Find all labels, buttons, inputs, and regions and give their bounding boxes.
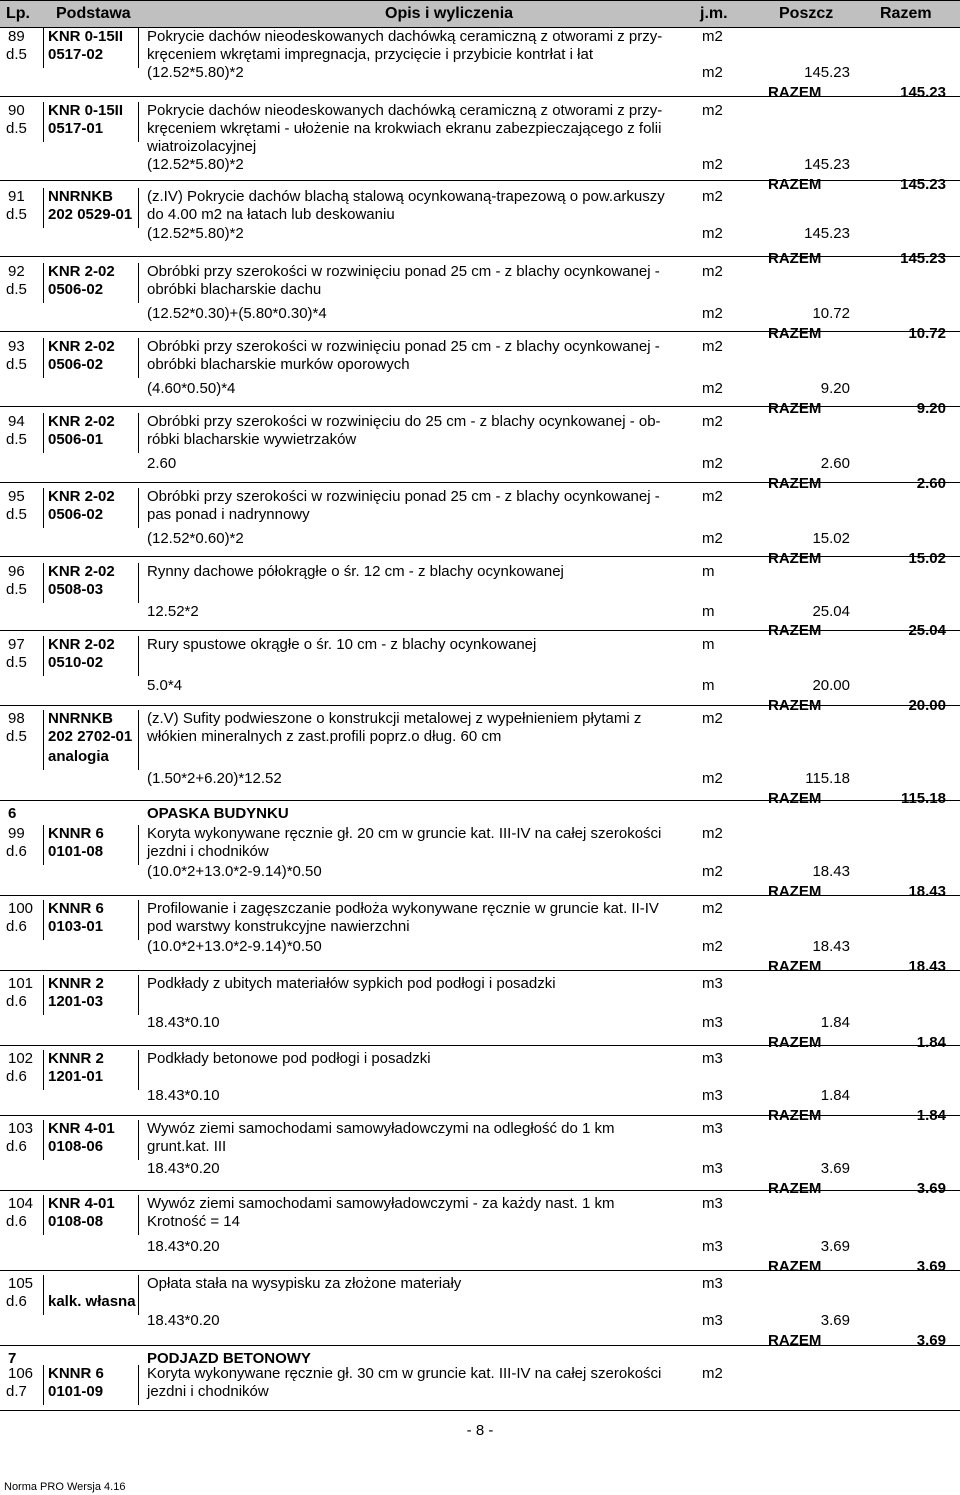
description-line: Krotność = 14 (147, 1213, 240, 1230)
position-number: 93 (8, 338, 25, 355)
unit: m2 (702, 188, 723, 205)
formula: (1.50*2+6.20)*12.52 (147, 770, 282, 787)
position-number: 89 (8, 28, 25, 45)
formula: (12.52*0.60)*2 (147, 530, 244, 547)
partial-value: 115.18 (805, 770, 850, 787)
position-number: 105 (8, 1275, 34, 1292)
position-number: 95 (8, 488, 25, 505)
description-line: Podkłady z ubitych materiałów sypkich pod podłogi i posadzki (147, 975, 556, 992)
formula: (10.0*2+13.0*2-9.14)*0.50 (147, 863, 322, 880)
description-line: (z.IV) Pokrycie dachów blachą stalową ocynkowaną-trapezową o pow.arkuszy (147, 188, 665, 205)
unit: m (702, 636, 715, 653)
description-line: Wywóz ziemi samochodami samowyładowczymi - za każdy nast. 1 km (147, 1195, 615, 1212)
position-department: d.6 (6, 1213, 27, 1230)
basis-catalog: KNR 0-15II (48, 28, 124, 45)
position-department: d.5 (6, 654, 27, 671)
formula: (12.52*5.80)*2 (147, 225, 244, 242)
position-department: d.5 (6, 431, 27, 448)
partial-value: 145.23 (804, 64, 850, 81)
razem-value: 1.84 (916, 1107, 946, 1124)
partial-value: 2.60 (820, 455, 850, 472)
razem-value: 10.72 (908, 325, 946, 342)
razem-label: RAZEM (768, 697, 822, 714)
razem-value: 9.20 (916, 400, 946, 417)
razem-label: RAZEM (768, 1258, 822, 1275)
unit: m3 (702, 1195, 723, 1212)
header-podstawa: Podstawa (56, 5, 131, 22)
razem-label: RAZEM (768, 790, 822, 807)
formula-unit: m3 (702, 1014, 723, 1031)
position-number: 100 (8, 900, 34, 917)
position-department: d.5 (6, 46, 27, 63)
unit: m2 (702, 338, 723, 355)
basis-catalog: NNRNKB (48, 188, 113, 205)
formula: 18.43*0.20 (147, 1312, 220, 1329)
partial-value: 145.23 (804, 156, 850, 173)
partial-value: 18.43 (812, 863, 850, 880)
formula: (12.52*0.30)+(5.80*0.30)*4 (147, 305, 327, 322)
column-divider (138, 1195, 139, 1235)
description-line: (z.V) Sufity podwieszone o konstrukcji metalowej z wypełnieniem płytami z (147, 710, 642, 727)
row-separator (0, 1115, 960, 1116)
position-department: d.7 (6, 1383, 27, 1400)
basis-catalog: KNNR 6 (48, 1365, 104, 1382)
table-bottom-border (0, 1410, 960, 1411)
basis-catalog: KNNR 2 (48, 1050, 104, 1067)
page-number: - 8 - (466, 1422, 494, 1439)
partial-value: 25.04 (812, 603, 850, 620)
razem-value: 18.43 (908, 883, 946, 900)
formula: (10.0*2+13.0*2-9.14)*0.50 (147, 938, 322, 955)
column-divider (43, 1050, 44, 1090)
razem-label: RAZEM (768, 1107, 822, 1124)
description-line: Koryta wykonywane ręcznie gł. 20 cm w gruncie kat. III-IV na całej szerokości (147, 825, 662, 842)
row-separator (0, 96, 960, 97)
position-department: d.6 (6, 1293, 27, 1310)
formula: (12.52*5.80)*2 (147, 64, 244, 81)
razem-value: 145.23 (900, 84, 946, 101)
column-divider (43, 1275, 44, 1315)
formula-unit: m3 (702, 1087, 723, 1104)
row-separator (0, 482, 960, 483)
description-line: Opłata stała na wysypisku za złożone materiały (147, 1275, 462, 1292)
basis-code: 0510-02 (48, 654, 104, 671)
position-department: d.6 (6, 1068, 27, 1085)
description-line: obróbki blacharskie dachu (147, 281, 322, 298)
position-number: 106 (8, 1365, 34, 1382)
header-opis: Opis i wyliczenia (385, 5, 514, 22)
basis-catalog: KNR 0-15II (48, 102, 124, 119)
column-divider (138, 563, 139, 603)
unit: m3 (702, 975, 723, 992)
basis-code: 0508-03 (48, 581, 104, 598)
formula: 18.43*0.20 (147, 1238, 220, 1255)
column-divider (138, 338, 139, 378)
description-line: Wywóz ziemi samochodami samowyładowczymi na odległość do 1 km (147, 1120, 615, 1137)
header-jm: j.m. (700, 5, 728, 22)
partial-value: 20.00 (812, 677, 850, 694)
basis-note: analogia (48, 748, 109, 765)
position-number: 96 (8, 563, 25, 580)
basis-catalog: KNR 4-01 (48, 1195, 115, 1212)
unit: m2 (702, 488, 723, 505)
description-line: Rury spustowe okrągłe o śr. 10 cm - z blachy ocynkowanej (147, 636, 537, 653)
basis-catalog: KNR 2-02 (48, 413, 115, 430)
razem-label: RAZEM (768, 400, 822, 417)
razem-value: 115.18 (900, 790, 946, 807)
formula-unit: m2 (702, 530, 723, 547)
row-separator (0, 1270, 960, 1271)
basis-code: 0517-02 (48, 46, 104, 63)
formula: (12.52*5.80)*2 (147, 156, 244, 173)
description-line: róbki blacharskie wywietrzaków (147, 431, 357, 448)
basis-code: 202 0529-01 (48, 206, 133, 223)
formula-unit: m2 (702, 938, 723, 955)
description-line: pas ponad i nadrynnowy (147, 506, 310, 523)
column-divider (43, 338, 44, 378)
razem-label: RAZEM (768, 325, 822, 342)
description-line: Podkłady betonowe pod podłogi i posadzki (147, 1050, 431, 1067)
basis-code: 0101-09 (48, 1383, 104, 1400)
formula-unit: m2 (702, 225, 723, 242)
razem-value: 2.60 (916, 475, 946, 492)
razem-value: 18.43 (908, 958, 946, 975)
column-divider (43, 710, 44, 770)
unit: m2 (702, 28, 723, 45)
column-divider (43, 1365, 44, 1405)
column-divider (43, 900, 44, 940)
position-number: 98 (8, 710, 25, 727)
razem-label: RAZEM (768, 250, 822, 267)
razem-label: RAZEM (768, 622, 822, 639)
header-poszcz: Poszcz (779, 5, 834, 22)
formula: 18.43*0.10 (147, 1087, 220, 1104)
description-line: Rynny dachowe półokrągłe o śr. 12 cm - z blachy ocynkowanej (147, 563, 564, 580)
basis-code: 0506-01 (48, 431, 104, 448)
razem-label: RAZEM (768, 475, 822, 492)
basis-catalog: KNR 2-02 (48, 488, 115, 505)
razem-label: RAZEM (768, 550, 822, 567)
formula-unit: m3 (702, 1238, 723, 1255)
formula-unit: m2 (702, 64, 723, 81)
description-line: obróbki blacharskie murków oporowych (147, 356, 410, 373)
header-razem: Razem (880, 5, 932, 22)
unit: m3 (702, 1050, 723, 1067)
basis-code: 0506-02 (48, 281, 104, 298)
razem-label: RAZEM (768, 883, 822, 900)
basis-catalog: KNNR 6 (48, 825, 104, 842)
section-separator (0, 800, 960, 801)
description-line: włókien mineralnych z zast.profili poprz.o dług. 60 cm (147, 728, 502, 745)
razem-label: RAZEM (768, 176, 822, 193)
description-line: Profilowanie i zagęszczanie podłoża wykonywane ręcznie w gruncie kat. II-IV (147, 900, 659, 917)
column-divider (43, 413, 44, 453)
basis-code: 1201-01 (48, 1068, 104, 1085)
formula-unit: m2 (702, 863, 723, 880)
column-divider (138, 263, 139, 303)
razem-value: 145.23 (900, 250, 946, 267)
basis-catalog: KNR 2-02 (48, 263, 115, 280)
basis-code: 0108-08 (48, 1213, 104, 1230)
formula-unit: m (702, 677, 715, 694)
unit: m3 (702, 1120, 723, 1137)
position-department: d.5 (6, 206, 27, 223)
unit: m2 (702, 710, 723, 727)
description-line: jezdni i chodników (147, 1383, 269, 1400)
formula-unit: m2 (702, 380, 723, 397)
column-divider (43, 1195, 44, 1235)
column-divider (43, 1120, 44, 1160)
razem-label: RAZEM (768, 1332, 822, 1349)
razem-value: 3.69 (916, 1180, 946, 1197)
formula: 18.43*0.20 (147, 1160, 220, 1177)
formula-unit: m2 (702, 455, 723, 472)
position-department: d.6 (6, 918, 27, 935)
basis-code: 0517-01 (48, 120, 104, 137)
formula-unit: m2 (702, 156, 723, 173)
partial-value: 145.23 (804, 225, 850, 242)
description-line: Koryta wykonywane ręcznie gł. 30 cm w gruncie kat. III-IV na całej szerokości (147, 1365, 662, 1382)
description-line: do 4.00 m2 na łatach lub deskowaniu (147, 206, 395, 223)
unit: m3 (702, 1275, 723, 1292)
partial-value: 15.02 (812, 530, 850, 547)
position-department: d.5 (6, 281, 27, 298)
position-number: 90 (8, 102, 25, 119)
unit: m (702, 563, 715, 580)
formula-unit: m3 (702, 1312, 723, 1329)
position-department: d.5 (6, 581, 27, 598)
position-department: d.5 (6, 356, 27, 373)
position-number: 92 (8, 263, 25, 280)
table-header (0, 0, 960, 28)
unit: m2 (702, 413, 723, 430)
unit: m2 (702, 263, 723, 280)
description-line: pod warstwy konstrukcyjne nawierzchni (147, 918, 410, 935)
column-divider (43, 102, 44, 142)
basis-catalog: KNR 2-02 (48, 338, 115, 355)
basis-catalog: KNR 2-02 (48, 563, 115, 580)
row-separator (0, 331, 960, 332)
unit: m2 (702, 1365, 723, 1382)
column-divider (43, 263, 44, 303)
column-divider (138, 413, 139, 453)
software-version: Norma PRO Wersja 4.16 (4, 1481, 126, 1493)
row-separator (0, 256, 960, 257)
description-line: Obróbki przy szerokości w rozwinięciu ponad 25 cm - z blachy ocynkowanej - (147, 488, 660, 505)
column-divider (43, 636, 44, 676)
basis-code: 0108-06 (48, 1138, 104, 1155)
formula-unit: m2 (702, 305, 723, 322)
basis-code: kalk. własna (48, 1293, 136, 1310)
description-line: Pokrycie dachów nieodeskowanych dachówką ceramiczną z otworami z przy- (147, 28, 663, 45)
column-divider (43, 975, 44, 1015)
section-title: OPASKA BUDYNKU (147, 805, 289, 822)
partial-value: 3.69 (820, 1312, 850, 1329)
column-divider (43, 825, 44, 865)
description-line: Obróbki przy szerokości w rozwinięciu do 25 cm - z blachy ocynkowanej - ob- (147, 413, 661, 430)
partial-value: 10.72 (812, 305, 850, 322)
column-divider (138, 825, 139, 865)
position-number: 94 (8, 413, 25, 430)
razem-value: 25.04 (908, 622, 946, 639)
basis-code: 1201-03 (48, 993, 104, 1010)
column-divider (138, 102, 139, 142)
razem-value: 1.84 (916, 1034, 946, 1051)
row-separator (0, 180, 960, 181)
formula-unit: m (702, 603, 715, 620)
description-line: grunt.kat. III (147, 1138, 227, 1155)
position-department: d.5 (6, 120, 27, 137)
description-line: kręceniem wkrętami - ułożenie na krokwiach ekranu zabezpieczającego z folii (147, 120, 662, 137)
description-line: jezdni i chodników (147, 843, 269, 860)
basis-catalog: NNRNKB (48, 710, 113, 727)
unit: m2 (702, 900, 723, 917)
basis-code: 0103-01 (48, 918, 104, 935)
position-number: 103 (8, 1120, 34, 1137)
column-divider (43, 188, 44, 228)
row-separator (0, 970, 960, 971)
basis-code: 0101-08 (48, 843, 104, 860)
position-department: d.5 (6, 728, 27, 745)
position-number: 99 (8, 825, 25, 842)
basis-catalog: KNR 4-01 (48, 1120, 115, 1137)
description-line: Obróbki przy szerokości w rozwinięciu ponad 25 cm - z blachy ocynkowanej - (147, 338, 660, 355)
basis-code: 202 2702-01 (48, 728, 133, 745)
formula: (4.60*0.50)*4 (147, 380, 236, 397)
position-number: 102 (8, 1050, 34, 1067)
column-divider (138, 1365, 139, 1405)
formula: 18.43*0.10 (147, 1014, 220, 1031)
position-department: d.6 (6, 843, 27, 860)
razem-label: RAZEM (768, 1034, 822, 1051)
section-title: PODJAZD BETONOWY (147, 1350, 311, 1367)
basis-code: 0506-02 (48, 506, 104, 523)
description-line: Obróbki przy szerokości w rozwinięciu ponad 25 cm - z blachy ocynkowanej - (147, 263, 660, 280)
section-number: 7 (8, 1350, 17, 1367)
column-divider (138, 636, 139, 676)
basis-catalog: KNNR 6 (48, 900, 104, 917)
unit: m2 (702, 825, 723, 842)
formula: 2.60 (147, 455, 177, 472)
formula: 12.52*2 (147, 603, 199, 620)
partial-value: 3.69 (820, 1160, 850, 1177)
row-separator (0, 895, 960, 896)
razem-value: 15.02 (908, 550, 946, 567)
column-divider (138, 900, 139, 940)
unit: m2 (702, 102, 723, 119)
row-separator (0, 1190, 960, 1191)
partial-value: 1.84 (820, 1087, 850, 1104)
partial-value: 1.84 (820, 1014, 850, 1031)
basis-catalog: KNR 2-02 (48, 636, 115, 653)
formula-unit: m3 (702, 1160, 723, 1177)
section-separator (0, 1345, 960, 1346)
position-department: d.6 (6, 1138, 27, 1155)
razem-value: 20.00 (908, 697, 946, 714)
position-number: 104 (8, 1195, 34, 1212)
row-separator (0, 406, 960, 407)
column-divider (138, 188, 139, 228)
column-divider (138, 1050, 139, 1090)
razem-label: RAZEM (768, 958, 822, 975)
column-divider (43, 563, 44, 603)
formula-unit: m2 (702, 770, 723, 787)
basis-catalog: KNNR 2 (48, 975, 104, 992)
section-number: 6 (8, 805, 17, 822)
description-line: wiatroizolacyjnej (147, 138, 257, 155)
column-divider (138, 975, 139, 1015)
position-number: 97 (8, 636, 25, 653)
razem-value: 145.23 (900, 176, 946, 193)
description-line: Pokrycie dachów nieodeskowanych dachówką ceramiczną z otworami z przy- (147, 102, 663, 119)
partial-value: 18.43 (812, 938, 850, 955)
row-separator (0, 1045, 960, 1046)
column-divider (138, 28, 139, 68)
position-department: d.5 (6, 506, 27, 523)
row-separator (0, 556, 960, 557)
column-divider (43, 488, 44, 528)
row-separator (0, 705, 960, 706)
column-divider (138, 1120, 139, 1160)
partial-value: 9.20 (820, 380, 850, 397)
column-divider (43, 28, 44, 68)
column-divider (138, 1275, 139, 1315)
basis-code: 0506-02 (48, 356, 104, 373)
partial-value: 3.69 (820, 1238, 850, 1255)
razem-label: RAZEM (768, 84, 822, 101)
description-line: kręceniem wkrętami impregnacja, przycięcie i przybicie kontrłat i łat (147, 46, 593, 63)
position-number: 91 (8, 188, 25, 205)
row-separator (0, 630, 960, 631)
razem-value: 3.69 (916, 1258, 946, 1275)
column-divider (138, 488, 139, 528)
razem-value: 3.69 (916, 1332, 946, 1349)
position-number: 101 (8, 975, 34, 992)
position-department: d.6 (6, 993, 27, 1010)
column-divider (138, 710, 139, 770)
razem-label: RAZEM (768, 1180, 822, 1197)
formula: 5.0*4 (147, 677, 183, 694)
header-lp: Lp. (6, 5, 30, 22)
